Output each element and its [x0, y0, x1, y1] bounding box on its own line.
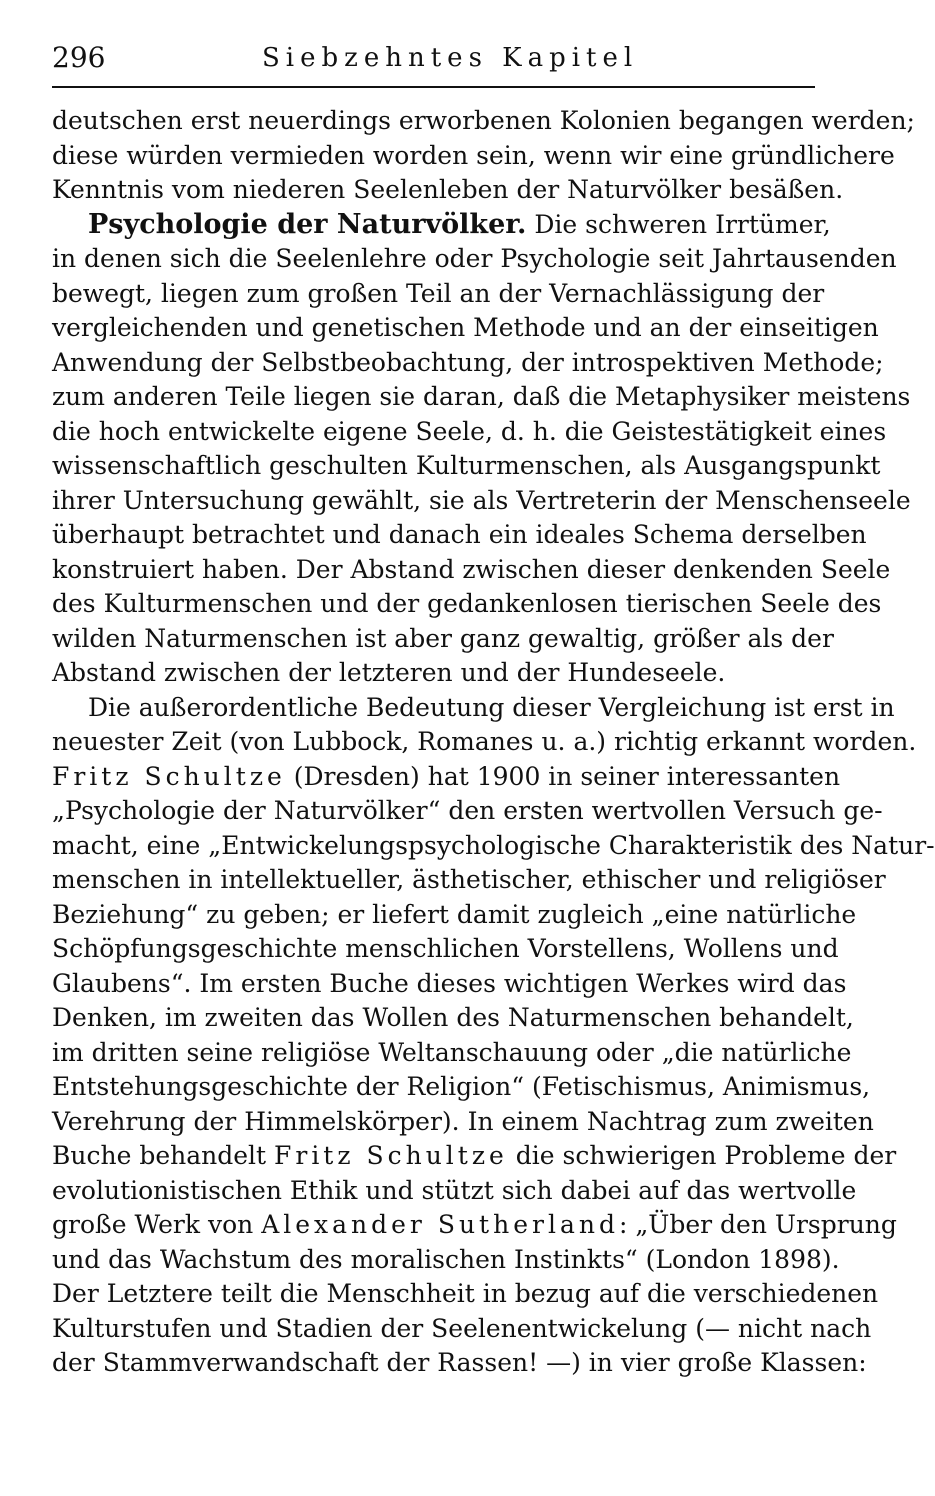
text-line: ihrer Untersuchung gewählt, sie als Vertreterin der Menschenseele: [52, 485, 911, 515]
page-number: 296: [52, 41, 106, 74]
body-text: [52, 104, 935, 1381]
text-line: konstruiert haben. Der Abstand zwischen dieser denkenden Seele: [52, 554, 891, 584]
text-line: neuester Zeit (von Lubbock, Romanes u. a.) richtig erkannt worden.: [52, 727, 917, 756]
text-line: der Stammverwandschaft der Rassen! —) in vier große Klassen:: [52, 1348, 867, 1377]
running-head: Siebzehntes Kapitel: [262, 43, 639, 73]
text-line: Entstehungsgeschichte der Religion“ (Fetischismus, Animismus,: [52, 1072, 871, 1101]
text-run: : „Über den Ursprung: [618, 1210, 897, 1239]
text-line: zum anderen Teile liegen sie daran, daß die Metaphysiker meistens: [52, 382, 911, 411]
author-name: Alexander Sutherland: [261, 1210, 619, 1239]
section-heading: Psychologie der Naturvölker.: [88, 208, 527, 240]
author-name: Fritz Schultze: [52, 761, 286, 791]
text-run: die schwierigen Probleme der: [515, 1141, 897, 1170]
text-line: Kulturstufen und Stadien der Seelenentwickelung (— nicht nach: [52, 1313, 872, 1343]
text-line: Abstand zwischen der letzteren und der Hundeseele.: [52, 658, 726, 687]
text-line: Anwendung der Selbstbeobachtung, der introspektiven Methode;: [52, 347, 884, 377]
text-run: Die schweren Irrtümer,: [534, 209, 831, 239]
text-line: Verehrung der Himmelskörper). In einem Nachtrag zum zweiten: [52, 1106, 874, 1136]
text-run: Buche behandelt: [52, 1141, 267, 1170]
text-line: „Psychologie der Naturvölker“ den ersten wertvollen Versuch ge-: [52, 796, 883, 825]
text-line: macht, eine „Entwickelungspsychologische Charakteristik des Natur-: [52, 830, 935, 860]
text-line: des Kulturmenschen und der gedankenlosen tierischen Seele des: [52, 589, 882, 618]
text-line: [52, 208, 831, 243]
text-line: überhaupt betrachtet und danach ein ideales Schema derselben: [52, 520, 867, 549]
text-line: deutschen erst neuerdings erworbenen Kolonien begangen werden;: [52, 106, 915, 135]
text-line: Denken, im zweiten das Wollen des Naturmenschen behandelt,: [52, 1003, 854, 1032]
text-line: [52, 1208, 897, 1243]
text-line: [52, 1139, 897, 1174]
text-run: (Dresden) hat 1900 in seiner interessanten: [293, 761, 841, 791]
text-line: menschen in intellektueller, ästhetischer, ethischer und religiöser: [52, 865, 886, 894]
text-line: Glaubens“. Im ersten Buche dieses wichtigen Werkes wird das: [52, 968, 847, 998]
text-line: und das Wachstum des moralischen Instinkts“ (London 1898).: [52, 1244, 840, 1274]
text-line: Der Letztere teilt die Menschheit in bezug auf die verschiedenen: [52, 1279, 879, 1308]
text-line: vergleichenden und genetischen Methode und an der einseitigen: [52, 313, 879, 342]
text-line: Schöpfungsgeschichte menschlichen Vorstellens, Wollens und: [52, 934, 839, 963]
text-line: wissenschaftlich geschulten Kulturmenschen, als Ausgangspunkt: [52, 451, 881, 480]
text-run: große Werk von: [52, 1210, 254, 1239]
text-line: im dritten seine religiöse Weltanschauung oder „die natürliche: [52, 1037, 852, 1067]
text-line: Die außerordentliche Bedeutung dieser Vergleichung ist erst in: [88, 692, 895, 722]
text-line: evolutionistischen Ethik und stützt sich dabei auf das wertvolle: [52, 1175, 857, 1205]
text-line: die hoch entwickelte eigene Seele, d. h. die Geistestätigkeit eines: [52, 416, 887, 446]
text-line: [52, 760, 841, 795]
text-line: Beziehung“ zu geben; er liefert damit zugleich „eine natürliche: [52, 899, 857, 929]
text-line: bewegt, liegen zum großen Teil an der Vernachlässigung der: [52, 278, 825, 308]
author-name: Fritz Schultze: [274, 1141, 508, 1170]
page-header: [52, 40, 815, 76]
text-line: in denen sich die Seelenlehre oder Psychologie seit Jahrtausenden: [52, 244, 897, 273]
text-line: diese würden vermieden worden sein, wenn wir eine gründlichere: [52, 140, 895, 170]
text-line: wilden Naturmenschen ist aber ganz gewaltig, größer als der: [52, 623, 834, 653]
text-line: Kenntnis vom niederen Seelenleben der Naturvölker besäßen.: [52, 175, 844, 204]
header-rule: [52, 86, 815, 88]
